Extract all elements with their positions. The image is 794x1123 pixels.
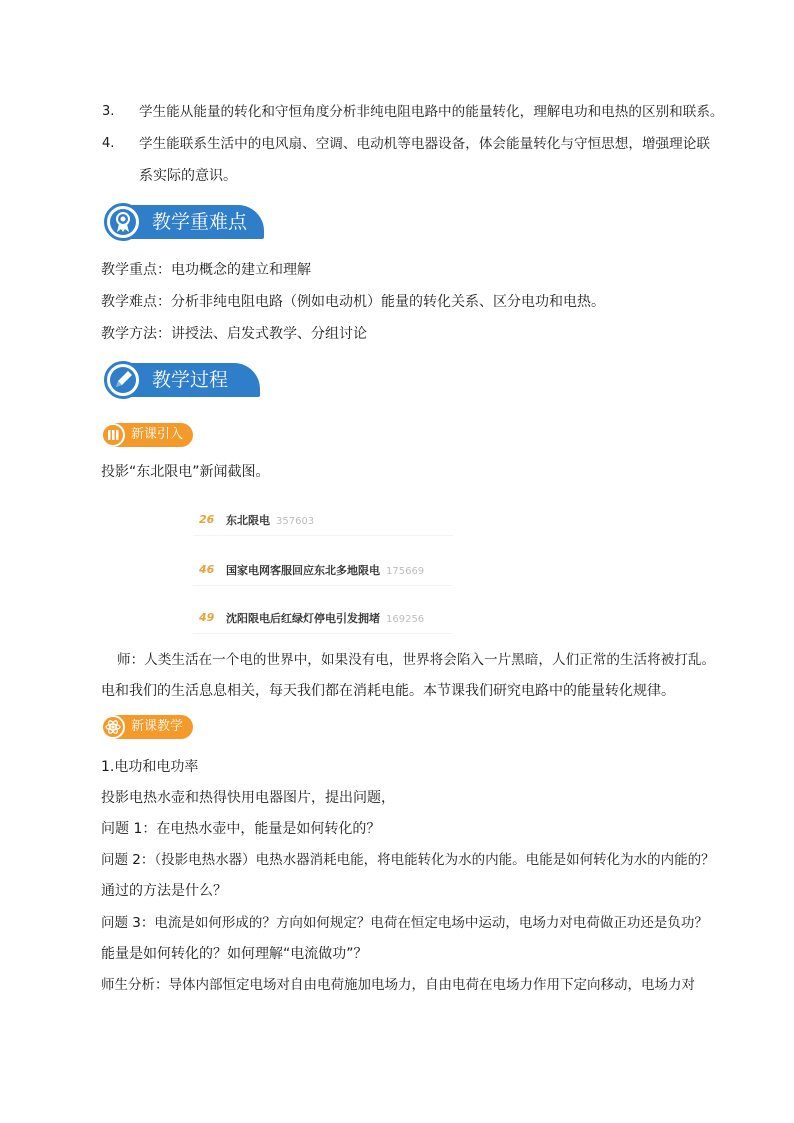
objective-4-text-line1: 学生能联系生活中的电风扇、空调、电动机等电器设备，体会能量转化与守恒思想，增强理论联 <box>139 136 710 152</box>
key-point-method: 教学方法：讲授法、启发式教学、分组讨论 <box>101 326 367 342</box>
news-title-text: 东北限电 <box>226 514 270 527</box>
pencil-icon <box>104 361 142 399</box>
news-title <box>226 512 314 528</box>
body-line: 投影电热水壶和热得快用电器图片，提出问题， <box>101 790 395 806</box>
question-2: 问题 2：（投影电热水器）电热水器消耗电能，将电能转化为水的内能。电能是如何转化为水的内能的？ <box>101 852 715 868</box>
intro-text: 投影“东北限电”新闻截图。 <box>101 464 270 480</box>
objective-4-text-line2: 系实际的意识。 <box>139 168 237 184</box>
analysis-line: 师生分析：导体内部恒定电场对自由电荷施加电场力，自由电荷在电场力作用下定向移动，电场力对 <box>101 977 695 993</box>
banner-title: 教学重难点 <box>124 205 264 239</box>
news-title <box>226 562 424 578</box>
news-screenshot <box>193 505 453 633</box>
news-count: 357603 <box>276 516 315 527</box>
tag-new-lesson-teaching <box>101 715 197 739</box>
news-title <box>226 610 424 626</box>
news-rank: 46 <box>199 563 215 576</box>
news-item <box>193 607 453 634</box>
news-rank: 26 <box>199 513 215 526</box>
objective-3-text: 学生能从能量的转化和守恒角度分析非纯电阻电路中的能量转化，理解电功和电热的区别和联系。 <box>139 104 724 120</box>
tag-label: 新课引入 <box>109 423 193 447</box>
atom-icon <box>101 715 125 739</box>
news-count: 175669 <box>386 566 425 577</box>
tag-label: 新课教学 <box>109 715 193 739</box>
ribbon-medal-icon <box>104 203 142 241</box>
news-title-text: 沈阳限电后红绿灯停电引发拥堵 <box>226 612 380 625</box>
question-2-cont: 通过的方法是什么？ <box>101 883 227 899</box>
news-item <box>193 559 453 586</box>
key-point-focus: 教学重点：电功概念的建立和理解 <box>101 262 311 278</box>
books-icon <box>101 423 125 447</box>
question-3: 问题 3：电流是如何形成的？方向如何规定？电荷在恒定电场中运动，电场力对电荷做正功还是负功？ <box>101 915 708 931</box>
news-rank: 49 <box>199 611 215 624</box>
objective-number-4: 4. <box>102 136 115 151</box>
tag-new-lesson-intro <box>101 423 197 447</box>
news-item <box>193 509 453 536</box>
section-banner-key-points <box>104 203 264 241</box>
subheading-electric-work: 1.电功和电功率 <box>101 759 199 775</box>
key-point-difficulty: 教学难点：分析非纯电阻电路（例如电动机）能量的转化关系、区分电功和电热。 <box>101 294 605 310</box>
section-banner-process <box>104 361 260 399</box>
question-3-cont: 能量是如何转化的？如何理解“电流做功”？ <box>101 946 368 962</box>
question-1: 问题 1：在电热水壶中，能量是如何转化的？ <box>101 821 381 837</box>
teacher-line-1: 师：人类生活在一个电的世界中，如果没有电，世界将会陷入一片黑暗，人们正常的生活将被打乱。 <box>117 652 716 668</box>
objective-number-3: 3. <box>102 104 115 119</box>
teacher-line-2: 电和我们的生活息息相关，每天我们都在消耗电能。本节课我们研究电路中的能量转化规律。 <box>101 683 675 699</box>
news-title-text: 国家电网客服回应东北多地限电 <box>226 564 380 577</box>
banner-title: 教学过程 <box>124 363 260 397</box>
news-count: 169256 <box>386 614 425 625</box>
